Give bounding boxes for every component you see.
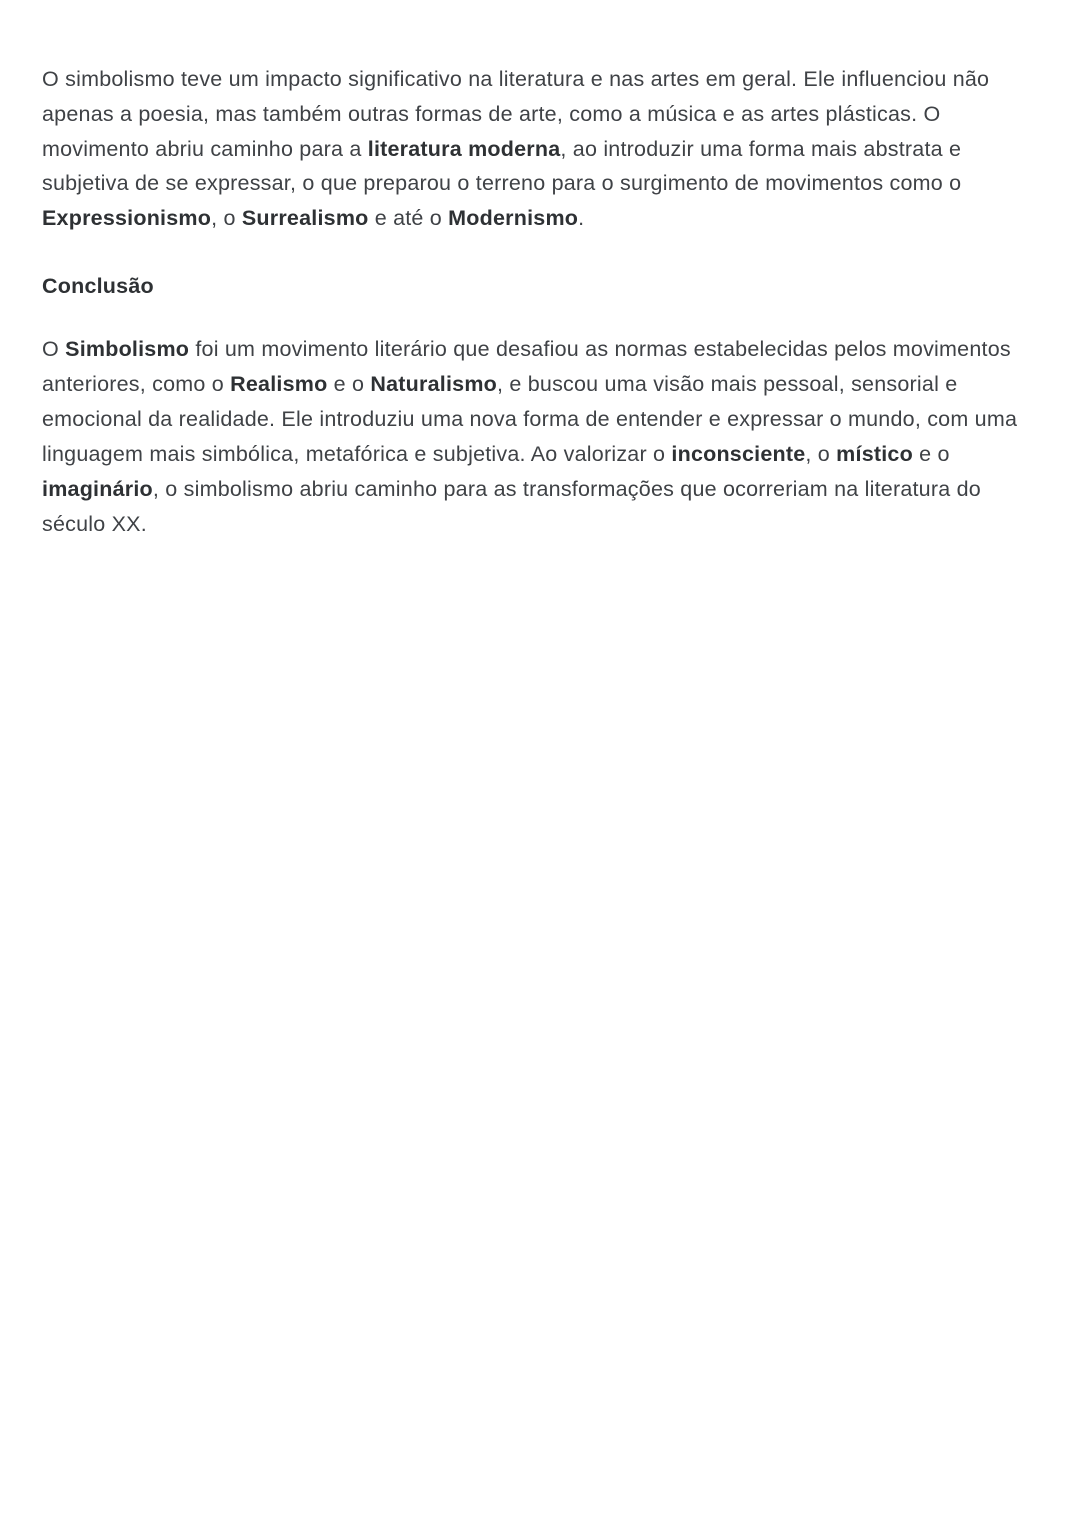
text-run: . (578, 206, 585, 231)
emphasis-term: Naturalismo (370, 372, 497, 397)
text-run: e até o (368, 206, 449, 231)
emphasis-term: literatura moderna (367, 136, 561, 161)
emphasis-term: Realismo (230, 372, 328, 397)
text-run: , o (805, 441, 837, 466)
text-run: , o simbolismo abriu caminho para as transformações que ocorreriam na literatura do século XX. (42, 476, 981, 536)
emphasis-term: místico (836, 441, 913, 466)
heading-conclusao: Conclusão (42, 274, 154, 299)
text-run: , e buscou uma visão mais pessoal, sensorial e emocional da realidade. Ele introduziu uma nova forma de entender e expressar o mundo, com uma linguagem mais simbólica, metafórica e subjetiva. Ao valorizar o (42, 372, 1018, 466)
emphasis-term: Simbolismo (65, 337, 190, 362)
emphasis-term: inconsciente (671, 441, 806, 466)
emphasis-term: imaginário (42, 476, 153, 501)
emphasis-term: Surrealismo (241, 206, 369, 231)
document-body (42, 62, 1038, 541)
paragraph-conclusao (42, 332, 1038, 541)
paragraph-impacto (42, 62, 1038, 236)
text-run: foi um movimento literário que desafiou as normas estabelecidas pelos movimentos anteriores, como o (42, 337, 1011, 397)
emphasis-term: Modernismo (448, 206, 579, 231)
emphasis-term: Expressionismo (42, 206, 212, 231)
text-run: , o (211, 206, 242, 231)
text-run: O (42, 337, 66, 362)
text-run: O simbolismo teve um impacto significativo na literatura e nas artes em geral. Ele influenciou não apenas a poesia, mas também outras formas de arte, como a música e as artes plásticas. O movimento abriu caminho para a (42, 67, 990, 161)
text-run: , ao introduzir uma forma mais abstrata e subjetiva de se expressar, o que preparou o terreno para o surgimento de movimentos como o (42, 136, 962, 196)
text-run: e o (912, 441, 950, 466)
text-run: e o (327, 372, 371, 397)
